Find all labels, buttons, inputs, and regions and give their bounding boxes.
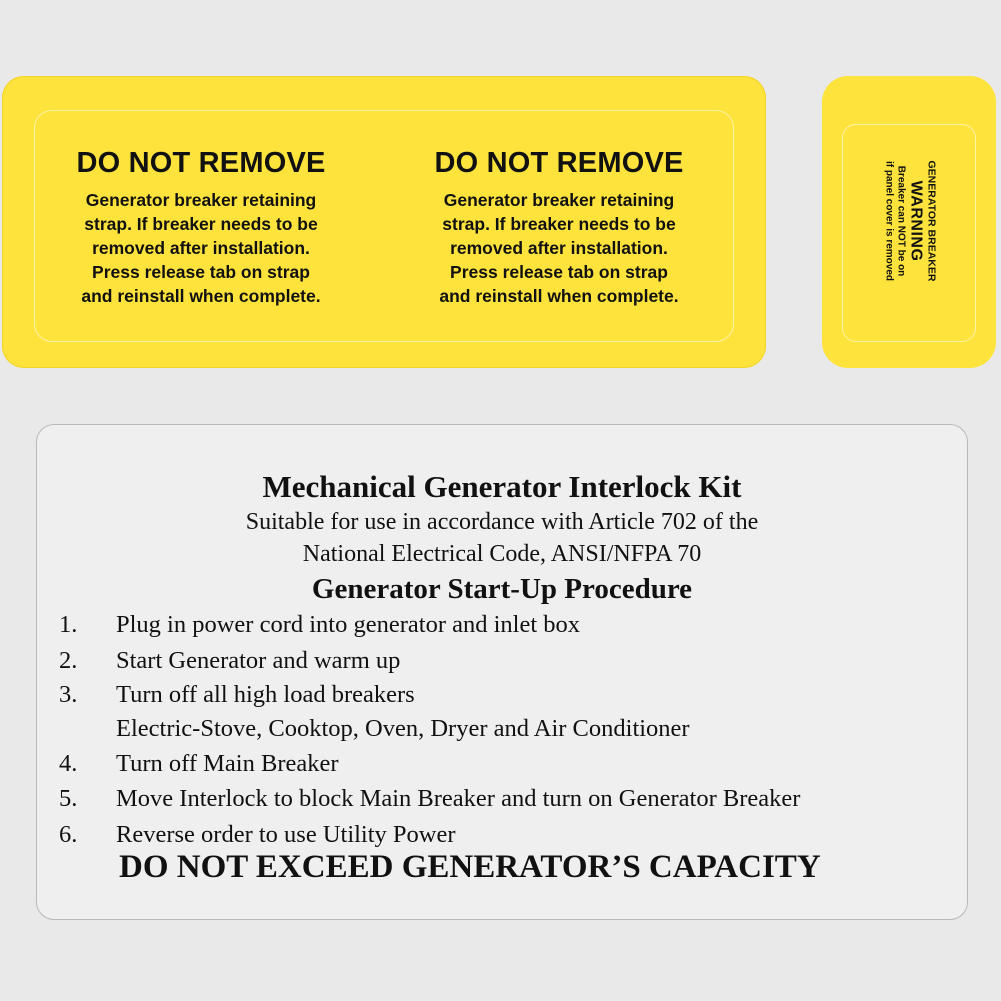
- step-text: Turn off all high load breakers: [116, 681, 415, 708]
- step-number: 5.: [59, 785, 78, 812]
- step-text: Move Interlock to block Main Breaker and turn on Generator Breaker: [116, 785, 801, 812]
- step-detail-text: Electric-Stove, Cooktop, Oven, Dryer and Air Conditioner: [116, 715, 690, 742]
- procedure-label-card: [36, 424, 968, 920]
- card-subtitle: National Electrical Code, ANSI/NFPA 70: [302, 541, 702, 567]
- warning-block-left: [36, 146, 366, 308]
- card-title: Mechanical Generator Interlock Kit: [262, 469, 742, 504]
- small-sticker-line: Breaker can NOT be on: [895, 165, 907, 277]
- small-warning-sticker: [822, 76, 996, 368]
- step-text: Start Generator and warm up: [116, 647, 401, 674]
- step-number: 6.: [59, 821, 78, 848]
- warning-text: Generator breaker retaining strap. If breaker needs to be removed after installation. Press release tab on strap and reinstall when complete.: [81, 190, 321, 306]
- step-number: 1.: [59, 611, 78, 638]
- small-sticker-heading: GENERATOR BREAKER: [925, 160, 938, 282]
- step-text: Plug in power cord into generator and inlet box: [116, 611, 581, 638]
- warning-text: Generator breaker retaining strap. If breaker needs to be removed after installation. Press release tab on strap and reinstall when complete.: [439, 190, 679, 306]
- step-text: Turn off Main Breaker: [116, 750, 339, 777]
- card-subtitle: Suitable for use in accordance with Article 702 of the: [245, 509, 759, 535]
- large-warning-sticker: [2, 76, 766, 368]
- warning-title: DO NOT REMOVE: [434, 147, 684, 179]
- warning-title: DO NOT REMOVE: [76, 147, 326, 179]
- step-text: Reverse order to use Utility Power: [116, 821, 456, 848]
- step-number: 2.: [59, 647, 78, 674]
- step-number: 3.: [59, 681, 78, 708]
- capacity-warning: DO NOT EXCEED GENERATOR’S CAPACITY: [119, 849, 821, 885]
- small-sticker-warning: WARNING: [907, 180, 925, 262]
- rotated-warning-text: [883, 121, 938, 321]
- step-number: 4.: [59, 750, 78, 777]
- small-sticker-line: if panel cover is removed: [883, 160, 895, 282]
- procedure-heading: Generator Start-Up Procedure: [311, 573, 693, 605]
- warning-block-right: [394, 146, 724, 308]
